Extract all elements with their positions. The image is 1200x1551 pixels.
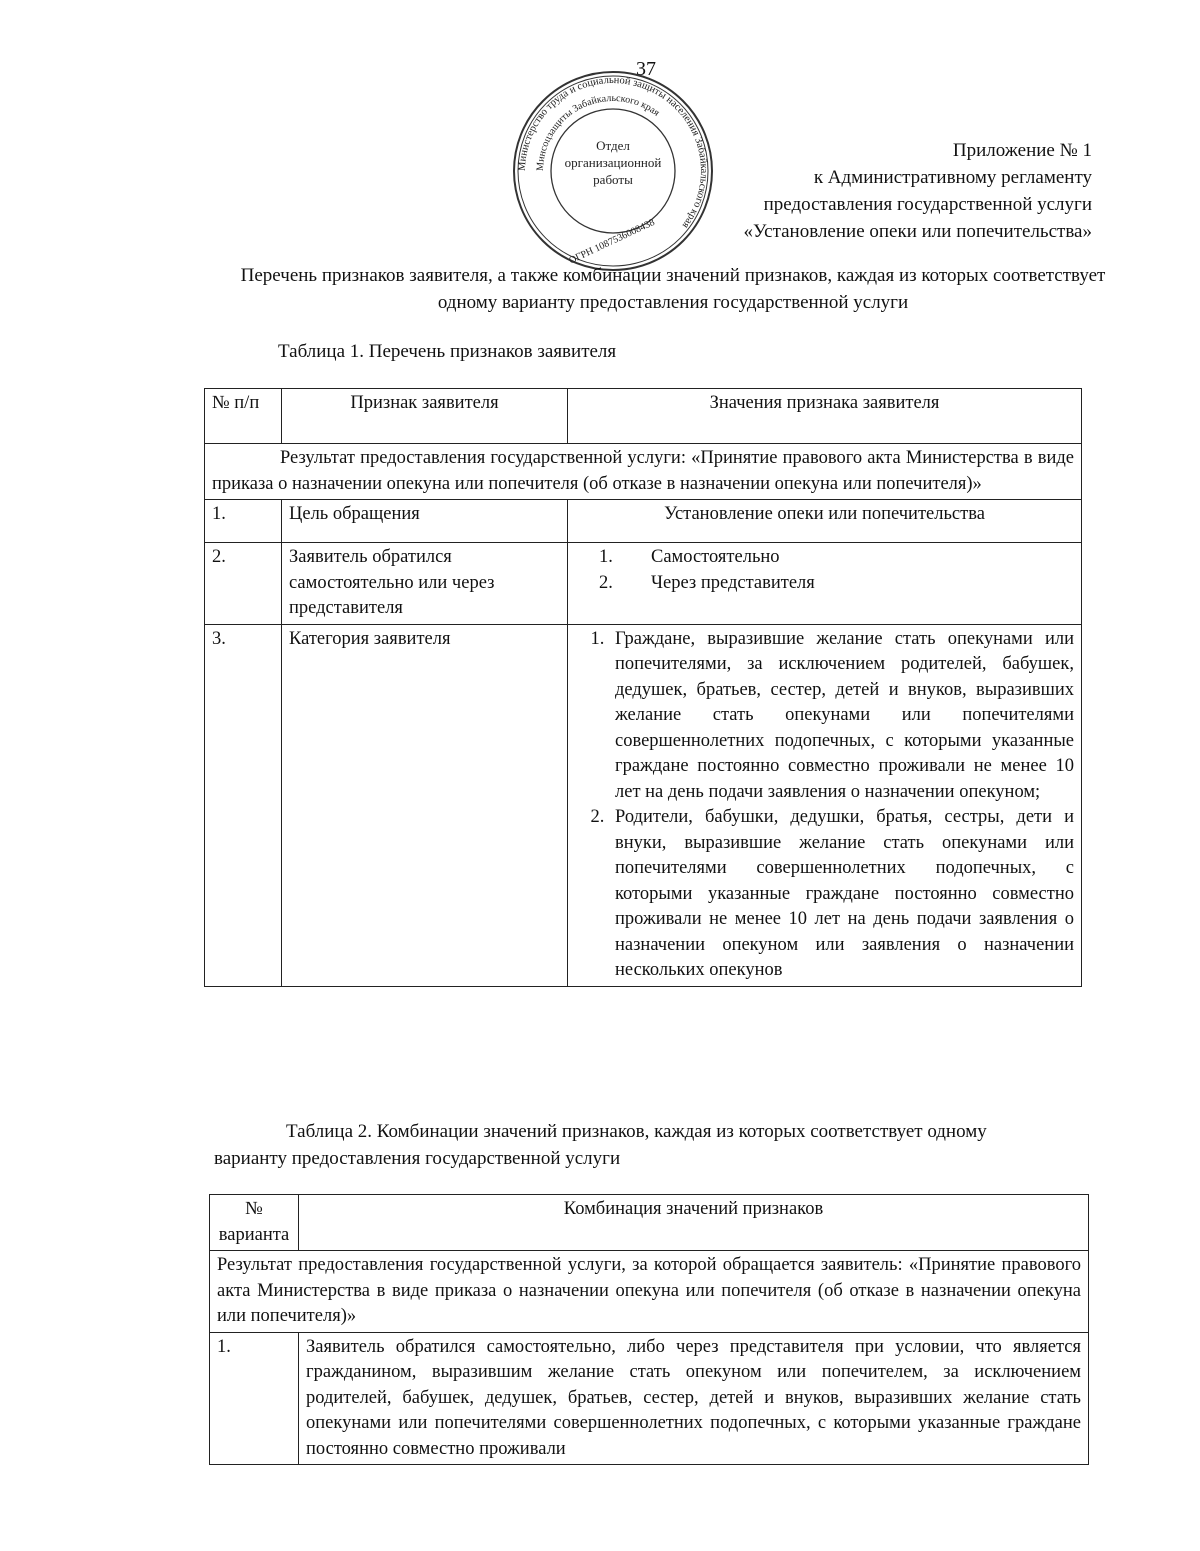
table-row: [205, 500, 1082, 543]
header-sign: Признак заявителя: [282, 389, 568, 444]
list-item-text: Самостоятельно: [651, 547, 780, 567]
stamp-center-line-1: Отдел: [596, 138, 630, 153]
row-num: 3.: [205, 624, 282, 986]
appendix-line-1: Приложение № 1: [952, 140, 1092, 161]
list-item: 2. Родители, бабушки, дедушки, братья, сестры, дети и внуки, выразившие желание стать опекунами или попечителями совершеннолетних подопечных, с которыми указанные граждане постоянно совместно проживали не менее 10 лет на день подачи заявления о назначении опекуном или заявления о назначении нескольких опекунов: [609, 805, 1074, 984]
stamp-mid-text: Минсоцзащиты Забайкальского края: [534, 92, 662, 172]
table-row: [205, 543, 1082, 625]
result-row: [205, 444, 1082, 500]
page-number: 37: [636, 58, 656, 80]
header-num: № п/п: [205, 389, 282, 444]
row-num: 2.: [205, 543, 282, 625]
list-item: 1. Граждане, выразившие желание стать опекунами или попечителями, за исключением родителей, бабушек, дедушек, братьев, сестер, детей и внуков, выразивших желание стать опекунами или попечителями совершеннолетних подопечных, с которыми указанные граждане постоянно совместно проживали не менее 10 лет на день подачи заявления о назначении опекуном;: [609, 627, 1074, 806]
table1-signs: [204, 388, 1082, 987]
row-values: [568, 624, 1082, 986]
stamp-center-line-2: организационной: [564, 155, 662, 170]
table-row: [205, 624, 1082, 986]
row-sign: Цель обращения: [282, 500, 568, 543]
table2-caption: Таблица 2. Комбинации значений признаков, каждая из которых соответствует одному варианту предоставления государственной услуги: [214, 1121, 987, 1169]
list-item-number: 2.: [599, 572, 613, 593]
row-combination: Заявитель обратился самостоятельно, либо через представителя при условии, что является гражданином, выразившим желание стать опекуном или попечителем, за исключением родителей, бабушек, дедушек, братьев, сестер, детей и внуков, выразивших желание стать опекунами или попечителями совершеннолетних подопечных, с которыми указанные граждане постоянно совместно проживали: [299, 1332, 1089, 1465]
stamp-outer-text: Министерство труда и социальной защиты населения Забайкальского края: [516, 74, 710, 231]
table-header-row: [210, 1195, 1089, 1251]
result-text: Результат предоставления государственной услуги: «Принятие правового акта Министерства в виде приказа о назначении опекуна или попечителя (об отказе в назначении опекуна или попечителя)»: [205, 444, 1082, 500]
row-num: 1.: [205, 500, 282, 543]
header-variant-num: № варианта: [210, 1195, 299, 1251]
appendix-line-4: «Установление опеки или попечительства»: [743, 221, 1092, 242]
table-row: [210, 1332, 1089, 1465]
header-values: Значения признака заявителя: [568, 389, 1082, 444]
list-item-number: 1.: [599, 547, 613, 567]
row-sign: Категория заявителя: [282, 624, 568, 986]
stamp-center-line-3: работы: [593, 172, 633, 187]
table1-caption: Таблица 1. Перечень признаков заявителя: [278, 341, 617, 362]
table-header-row: [205, 389, 1082, 444]
document-heading: Перечень признаков заявителя, а также комбинации значений признаков, каждая из которых соответствует одному варианту предоставления государственной услуги: [240, 265, 1106, 313]
row-values: [568, 543, 1082, 625]
list-item: [599, 545, 1074, 571]
row-num: 1.: [210, 1332, 299, 1465]
row-value: Установление опеки или попечительства: [568, 500, 1082, 543]
appendix-line-2: к Административному регламенту: [813, 167, 1092, 188]
appendix-header: [532, 137, 1092, 245]
appendix-line-3: предоставления государственной услуги: [763, 194, 1092, 215]
result-text: Результат предоставления государственной услуги, за которой обращается заявитель: «Принятие правового акта Министерства в виде приказа о назначении опекуна или попечителя (об отказе в назначении опекуна или попечителя)»: [210, 1251, 1089, 1333]
row-sign: Заявитель обратился самостоятельно или через представителя: [282, 543, 568, 625]
header-combination: Комбинация значений признаков: [299, 1195, 1089, 1251]
result-row: [210, 1251, 1089, 1333]
table2-combinations: [209, 1194, 1089, 1465]
list-item: [599, 571, 1074, 597]
stamp-ogrn: ОГРН 1087536008438: [567, 217, 657, 267]
list-item-text: Через представителя: [651, 572, 815, 593]
